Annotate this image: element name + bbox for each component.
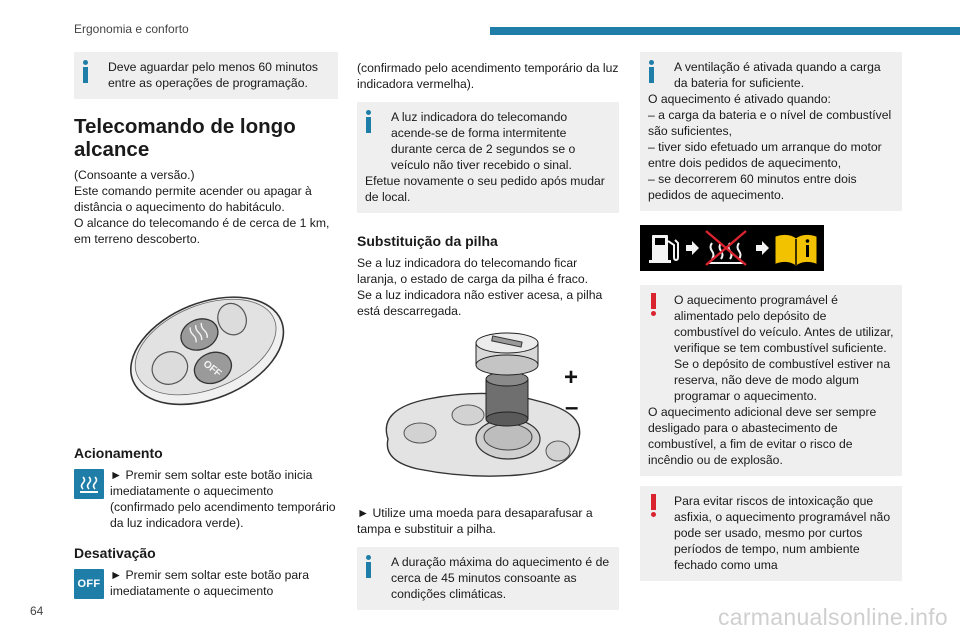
off-button-icon: OFF — [74, 569, 104, 599]
info-text: Deve aguardar pelo menos 60 minutos entre as operações de programação. — [108, 60, 319, 90]
activation-heading: Acionamento — [74, 445, 163, 461]
intro-description: Este comando permite acender ou apagar à distância o aquecimento do habitáculo. — [74, 184, 312, 214]
battery-step: ► Utilize uma moeda para desaparafusar a tampa e substituir a pilha. — [357, 506, 593, 536]
manual-book-icon — [776, 235, 816, 265]
column-2 — [357, 52, 619, 610]
watermark: carmanualsonline.info — [717, 604, 948, 630]
fuel-pump-icon — [649, 235, 678, 263]
column-1 — [74, 52, 338, 599]
battery-minus-sign: – — [565, 394, 579, 421]
column-3 — [640, 52, 902, 581]
info-text-4: – tiver sido efetuado um arranque do motor entre dois pedidos de aquecimento, — [648, 140, 882, 170]
arrow-right-icon-2 — [756, 241, 769, 255]
battery-text-low: Se a luz indicadora do telecomando ficar laranja, o estado de carga da pilha é fraco. — [357, 256, 589, 286]
battery-plus-sign: + — [564, 364, 579, 391]
info-box-conditions — [640, 52, 902, 211]
warning-box-intoxication — [640, 486, 902, 581]
deactivation-instruction — [74, 567, 338, 599]
warning-icon — [651, 293, 657, 317]
deactivation-text: ► Premir sem soltar este botão para imediatamente o aquecimento — [110, 568, 310, 598]
warning-icon — [651, 494, 657, 518]
deactivation-heading: Desativação — [74, 545, 156, 561]
info-icon — [365, 110, 372, 134]
svg-text:OFF: OFF — [200, 358, 224, 380]
battery-heading: Substituição da pilha — [357, 233, 498, 249]
info-box — [74, 52, 338, 99]
warning-text: O aquecimento programável é alimentado pelo depósito de combustível do veículo. Antes de utilizar, verifique se tem combustível suficiente. Se o depósito de combustível estiver na reserva, não deve de modo algum programar o aquecimento. — [674, 293, 894, 403]
warning-symbols-strip — [640, 225, 824, 271]
info-text: A duração máxima do aquecimento é de cerca de 45 minutos consoante as condições climáticas. — [391, 555, 610, 601]
info-icon — [365, 555, 372, 579]
info-box-signal — [357, 102, 619, 213]
info-text-2: O aquecimento é ativado quando: — [648, 92, 831, 106]
battery-replacement-illustration — [368, 329, 608, 499]
intro-version: (Consoante a versão.) — [74, 168, 195, 182]
page-heading: Telecomando de longo alcance — [74, 115, 296, 161]
heater-button-icon — [74, 469, 104, 499]
info-icon — [648, 60, 655, 84]
activation-text: ► Premir sem soltar este botão inicia imediatamente o aquecimento (confirmado pelo acendimento temporário da luz indicadora verde). — [110, 468, 336, 530]
warning-text: Para evitar riscos de intoxicação que asfixia, o aquecimento programável não pode ser usado, mesmo por curtos períodos de tempo, num ambiente fechado como uma — [674, 494, 891, 572]
info-text-3: – a carga da bateria e o nível de combustível são suficientes, — [648, 108, 892, 138]
remote-control-illustration — [121, 273, 291, 423]
continuation-text: (confirmado pelo acendimento temporário da luz indicadora vermelha). — [357, 61, 619, 91]
info-text: A luz indicadora do telecomando acende-se de forma intermitente durante cerca de 2 segundos se o veículo não tiver recebido o sinal. — [391, 110, 576, 172]
activation-instruction — [74, 467, 338, 499]
warning-box-fuel — [640, 285, 902, 476]
section-title: Ergonomia e conforto — [74, 22, 189, 36]
info-icon — [82, 60, 89, 84]
info-text-5: – se decorrerem 60 minutos entre dois pedidos de aquecimento. — [648, 172, 857, 202]
intro-range: O alcance do telecomando é de cerca de 1 km, em terreno descoberto. — [74, 216, 330, 246]
heater-off-icon — [706, 231, 746, 265]
info-text: A ventilação é ativada quando a carga da bateria for suficiente. — [674, 60, 881, 90]
info-text-2: Efetue novamente o seu pedido após mudar de local. — [365, 174, 605, 204]
warning-text-2: O aquecimento adicional deve ser sempre desligado para o abastecimento de combustível, a fim de evitar o risco de incêndio ou de explosão. — [648, 405, 877, 467]
battery-text-empty: Se a luz indicadora não estiver acesa, a pilha está descarregada. — [357, 288, 603, 318]
header-accent-bar — [490, 27, 960, 35]
page-number: 64 — [30, 604, 44, 618]
arrow-right-icon — [686, 241, 699, 255]
info-box-duration — [357, 547, 619, 610]
